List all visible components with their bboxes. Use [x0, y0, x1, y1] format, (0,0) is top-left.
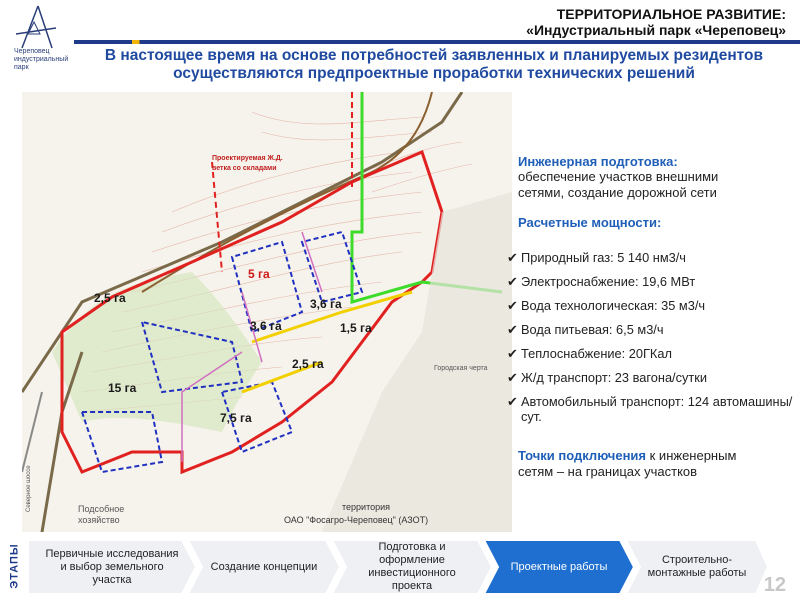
territory-label-line-2: ОАО "Фосагро-Череповец" (АЗОТ): [284, 515, 429, 525]
check-icon: ✔: [507, 346, 518, 361]
capacity-power: Электроснабжение: 19,6 МВт: [521, 274, 696, 289]
stage-research[interactable]: [28, 540, 196, 594]
territory-label-line-1: территория: [342, 502, 390, 512]
engineering-line-1: обеспечение участков внешними: [518, 169, 719, 184]
rail-label-line-2: ветка со складами: [212, 165, 277, 172]
site-map: [22, 92, 512, 532]
stage-design-label: Проектные работы: [510, 560, 608, 573]
stage-design[interactable]: [484, 540, 634, 594]
stages-bar: [28, 540, 768, 594]
check-icon: ✔: [507, 250, 518, 265]
stage-construction-label: Строительно-монтажные работы: [647, 554, 747, 579]
connection-heading: Точки подключения: [518, 448, 647, 463]
logo-line-3: парк: [14, 64, 29, 71]
plot-label-3-6ha-south: 3,6 га: [250, 319, 282, 333]
stage-construction[interactable]: [626, 540, 768, 594]
connection-text-2: сетям – на границах участков: [518, 464, 698, 479]
header-title-line-2: «Индустриальный парк «Череповец»: [526, 22, 786, 38]
capacity-process-water: Вода технологическая: 35 м3/ч: [521, 298, 706, 313]
slide-headline: В настоящее время на основе потребностей заявленных и планируемых резидентов осуществляются предпроектные проработки технических решений: [104, 47, 764, 82]
capacities-list: [507, 250, 797, 433]
check-icon: ✔: [507, 394, 518, 409]
list-item: [507, 322, 797, 337]
logo-line-1: Череповец: [14, 48, 50, 55]
engineering-info: [518, 154, 798, 230]
engineering-heading: Инженерная подготовка:: [518, 154, 678, 169]
capacities-heading: Расчетные мощности:: [518, 215, 662, 230]
stage-concept[interactable]: [188, 540, 340, 594]
plot-label-15ha: 15 га: [108, 381, 137, 395]
engineering-line-2: сетями, создание дорожной сети: [518, 185, 717, 200]
plot-label-5ha: 5 га: [248, 267, 270, 281]
plot-label-1-5ha: 1,5 га: [340, 321, 372, 335]
highway-label: Северное шоссе: [26, 465, 32, 512]
check-icon: ✔: [507, 322, 518, 337]
list-item: [507, 370, 797, 385]
plot-label-7-5ha: 7,5 га: [220, 411, 252, 425]
farm-label-line-2: хозяйство: [78, 515, 120, 525]
capacity-rail: Ж/д транспорт: 23 вагона/сутки: [521, 370, 708, 385]
list-item: [507, 346, 797, 361]
list-item: [507, 250, 797, 265]
header-divider: [74, 40, 800, 44]
check-icon: ✔: [507, 370, 518, 385]
capacity-heat: Теплоснабжение: 20ГКал: [521, 346, 672, 361]
capacity-gas: Природный газ: 5 140 нм3/ч: [521, 250, 686, 265]
logo-text: [14, 48, 74, 72]
plot-label-2-5ha-west: 2,5 га: [94, 291, 126, 305]
plot-label-2-5ha-east: 2,5 га: [292, 357, 324, 371]
list-item: [507, 394, 797, 424]
logo-line-2: индустриальный: [14, 56, 69, 63]
stages-label: [6, 540, 28, 600]
capacity-road: Автомобильный транспорт: 124 автомашины/сут.: [521, 394, 793, 424]
header-title: [526, 6, 786, 38]
logo-emblem-icon: [8, 4, 58, 50]
stage-concept-label: Создание концепции: [210, 560, 318, 573]
capacity-drinking-water: Вода питьевая: 6,5 м3/ч: [521, 322, 664, 337]
connection-text-1: к инженерным: [646, 448, 737, 463]
farm-label-line-1: Подсобное: [78, 504, 125, 514]
stages-label-text: ЭТАПЫ: [8, 543, 21, 589]
plot-label-3-6ha-north: 3,6 га: [310, 297, 342, 311]
connection-points: [518, 448, 798, 480]
list-item: [507, 274, 797, 289]
site-plan-drawing: [22, 92, 512, 532]
city-boundary-label: Городская черта: [434, 365, 488, 372]
page-number: 12: [763, 574, 786, 596]
list-item: [507, 298, 797, 313]
check-icon: ✔: [507, 298, 518, 313]
stage-investment-label: Подготовка и оформление инвестиционного проекта: [368, 541, 456, 592]
rail-label-line-1: Проектируемая Ж.Д.: [212, 155, 283, 162]
check-icon: ✔: [507, 274, 518, 289]
stage-research-label: Первичные исследования и выбор земельного участка: [45, 547, 179, 586]
header-title-line-1: ТЕРРИТОРИАЛЬНОЕ РАЗВИТИЕ:: [556, 6, 786, 22]
stage-investment[interactable]: [332, 540, 492, 594]
